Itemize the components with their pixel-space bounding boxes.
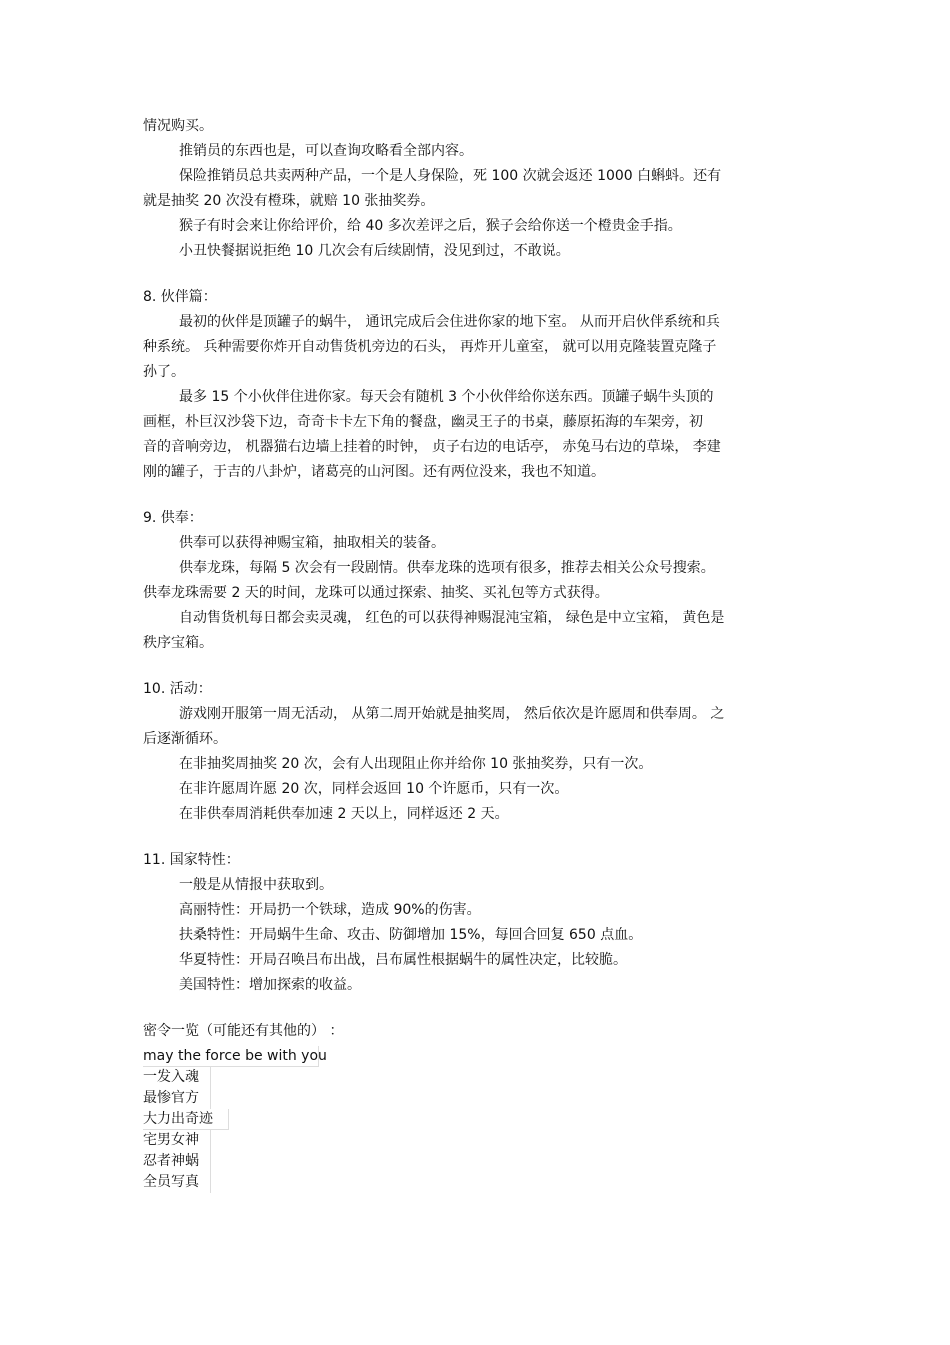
paragraph-line: 推销员的东西也是，可以查询攻略看全部内容。 — [179, 143, 473, 159]
codes-title: 密令一览（可能还有其他的） ： — [143, 1023, 344, 1039]
paragraph-line: 刚的罐子，于吉的八卦炉，诸葛亮的山河图。还有两位没来，我也不知道。 — [143, 464, 605, 480]
paragraph-line: 种系统。 兵种需要你炸开自动售货机旁边的石头， 再炸开儿童室， 就可以用克隆装置克隆子 — [143, 339, 717, 355]
code-item: 一发入魂 — [143, 1067, 211, 1088]
paragraph-line: 游戏刚开服第一周无活动， 从第二周开始就是抽奖周， 然后依次是许愿周和供奉周。 之 — [179, 706, 725, 722]
paragraph-line: 音的音响旁边， 机器猫右边墙上挂着的时钟， 贞子右边的电话亭， 赤兔马右边的草垛， 李建 — [143, 439, 721, 455]
paragraph-line: 小丑快餐据说拒绝 10 几次会有后续剧情，没见到过，不敢说。 — [179, 243, 570, 259]
paragraph-line: 供奉龙珠，每隔 5 次会有一段剧情。供奉龙珠的选项有很多，推荐去相关公众号搜索。 — [179, 560, 715, 576]
paragraph-line: 扶桑特性：开局蜗牛生命、攻击、防御增加 15%，每回合回复 650 点血。 — [179, 927, 643, 943]
paragraph-line: 保险推销员总共卖两种产品，一个是人身保险，死 100 次就会返还 1000 白蝌蚪。还有 — [179, 168, 722, 184]
paragraph-line: 供奉龙珠需要 2 天的时间，龙珠可以通过探索、抽奖、买礼包等方式获得。 — [143, 585, 609, 601]
paragraph-line: 自动售货机每日都会卖灵魂， 红色的可以获得神赐混沌宝箱， 绿色是中立宝箱， 黄色是 — [179, 610, 725, 626]
code-item: 宅男女神 — [143, 1130, 211, 1151]
paragraph-line: 美国特性：增加探索的收益。 — [179, 977, 361, 993]
paragraph-line: 在非许愿周许愿 20 次，同样会返回 10 个许愿币，只有一次。 — [179, 781, 569, 797]
paragraph-line: 最初的伙伴是顶罐子的蜗牛， 通讯完成后会住进你家的地下室。 从而开启伙伴系统和兵 — [179, 314, 720, 330]
paragraph-line: 情况购买。 — [143, 118, 213, 134]
paragraph-line: 画框，朴巨汉沙袋下边，奇奇卡卡左下角的餐盘，幽灵王子的书桌，藤原拓海的车架旁，初 — [143, 414, 703, 430]
codes-list — [143, 1046, 808, 1193]
paragraph-line: 就是抽奖 20 次没有橙珠，就赔 10 张抽奖券。 — [143, 193, 435, 209]
section-heading: 10. 活动： — [143, 681, 212, 697]
paragraph-line: 最多 15 个小伙伴住进你家。每天会有随机 3 个小伙伴给你送东西。顶罐子蜗牛头顶的 — [179, 389, 714, 405]
paragraph-line: 后逐渐循环。 — [143, 731, 227, 747]
code-item: 全员写真 — [143, 1172, 211, 1193]
paragraph-line: 华夏特性：开局召唤吕布出战，吕布属性根据蜗牛的属性决定，比较脆。 — [179, 952, 627, 968]
paragraph-line: 在非供奉周消耗供奉加速 2 天以上，同样返还 2 天。 — [179, 806, 509, 822]
paragraph-line: 孙了。 — [143, 364, 185, 380]
section-heading: 11. 国家特性： — [143, 852, 240, 868]
document-page — [143, 114, 808, 1193]
code-item: 忍者神蜗 — [143, 1151, 211, 1172]
code-item: may the force be with you — [143, 1046, 319, 1067]
paragraph-line: 供奉可以获得神赐宝箱，抽取相关的装备。 — [179, 535, 445, 551]
paragraph-line: 猴子有时会来让你给评价，给 40 多次差评之后，猴子会给你送一个橙贵金手指。 — [179, 218, 682, 234]
paragraph-line: 秩序宝箱。 — [143, 635, 213, 651]
section-heading: 8. 伙伴篇： — [143, 289, 217, 305]
section-heading: 9. 供奉： — [143, 510, 203, 526]
paragraph-line: 在非抽奖周抽奖 20 次，会有人出现阻止你并给你 10 张抽奖券，只有一次。 — [179, 756, 653, 772]
code-item: 大力出奇迹 — [143, 1109, 229, 1130]
paragraph-line: 一般是从情报中获取到。 — [179, 877, 333, 893]
code-item: 最惨官方 — [143, 1088, 211, 1109]
paragraph-line: 高丽特性：开局扔一个铁球，造成 90%的伤害。 — [179, 902, 481, 918]
